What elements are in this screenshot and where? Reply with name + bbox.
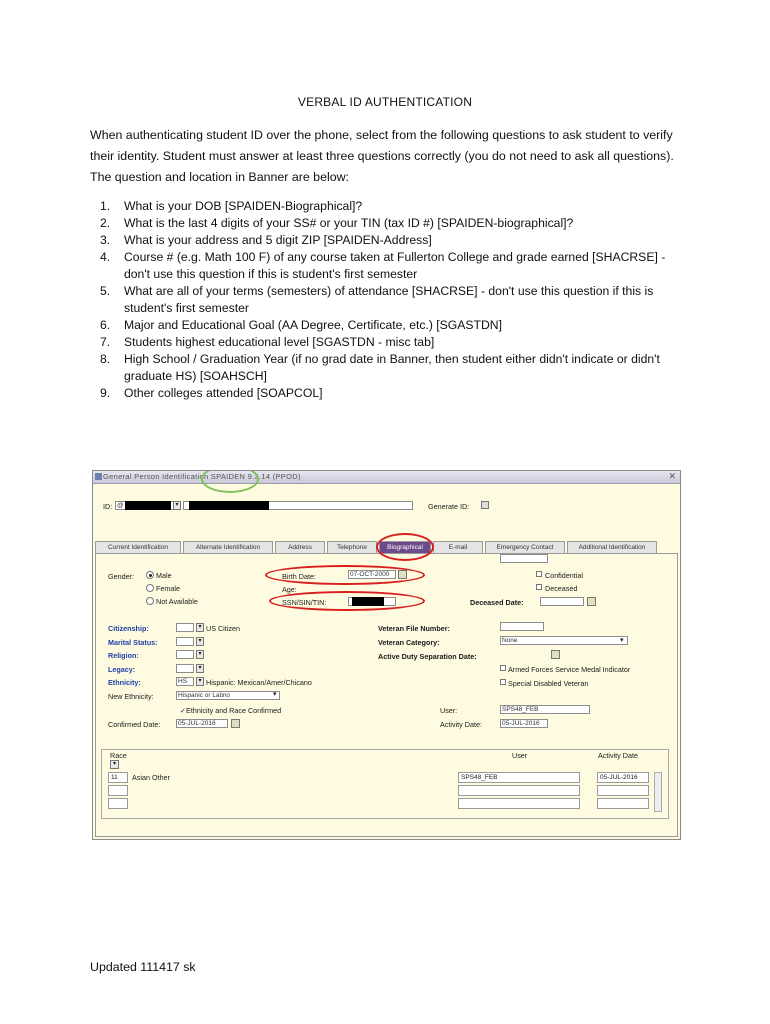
- highlight-birth-date: [265, 565, 425, 585]
- religion-dropdown-icon[interactable]: ▾: [196, 650, 204, 659]
- grid-activity-header: Activity Date: [598, 751, 638, 760]
- birth-date-label: Birth Date:: [282, 572, 316, 581]
- tab-alternate-identification[interactable]: Alternate Identification: [183, 541, 273, 553]
- question-number: 9.: [100, 386, 111, 400]
- race-code-cell[interactable]: [108, 798, 128, 809]
- question-number: 2.: [100, 216, 111, 230]
- close-icon[interactable]: ✕: [668, 471, 676, 481]
- race-date-cell: [597, 785, 649, 796]
- race-dropdown-icon[interactable]: ▾: [110, 760, 119, 769]
- gender-label: Gender:: [108, 572, 134, 581]
- active-duty-input[interactable]: [500, 554, 548, 563]
- window-titlebar: [93, 471, 680, 484]
- veteran-category-select[interactable]: [500, 636, 628, 645]
- question-text: High School / Graduation Year (if no grad date in Banner, then student either didn't indicate or didn't graduate HS) [SOAHSCH]: [124, 352, 660, 383]
- race-code-cell[interactable]: [108, 772, 128, 783]
- calendar-icon[interactable]: [551, 650, 560, 659]
- radio-icon: [146, 584, 154, 592]
- activity-date-value: 05-JUL-2016: [502, 720, 540, 727]
- user-label: User:: [440, 706, 458, 715]
- question-number: 4.: [100, 250, 111, 264]
- highlight-ssn: [269, 591, 425, 611]
- question-number: 3.: [100, 233, 111, 247]
- calendar-icon[interactable]: [231, 719, 240, 728]
- footer-note: Updated 111417 sk: [90, 960, 196, 974]
- veteran-file-label: Veteran File Number:: [378, 624, 450, 633]
- citizenship-dropdown-icon[interactable]: ▾: [196, 623, 204, 632]
- app-icon: [95, 473, 102, 480]
- ssn-label: SSN/SIN/TIN:: [282, 598, 327, 607]
- new-ethnicity-value: Hispanic or Latino: [178, 692, 231, 699]
- window-title: General Person Identification SPAIDEN 9.3.14 (PPOD): [103, 472, 301, 481]
- tab-telephone[interactable]: Telephone: [327, 541, 377, 553]
- gender-male[interactable]: [146, 571, 172, 580]
- race-user-cell: [458, 798, 580, 809]
- race-user-cell: [458, 772, 580, 783]
- legacy-dropdown-icon[interactable]: ▾: [196, 664, 204, 673]
- new-ethnicity-select[interactable]: [176, 691, 280, 700]
- ethnicity-code: HS: [178, 678, 188, 685]
- calendar-icon[interactable]: [587, 597, 596, 606]
- marital-status-input[interactable]: [176, 637, 194, 646]
- race-code: 11: [111, 774, 118, 781]
- banner-screenshot: [92, 470, 681, 840]
- ethnicity-desc: Hispanic: Mexican/Amer/Chicano: [206, 678, 312, 687]
- question-item: [100, 334, 680, 351]
- question-item: [100, 283, 680, 317]
- question-number: 5.: [100, 284, 111, 298]
- question-text: What is your address and 5 digit ZIP [SPAIDEN-Address]: [124, 233, 432, 247]
- race-date-cell: [597, 772, 649, 783]
- question-item: [100, 249, 680, 283]
- grid-user-header: User: [512, 751, 528, 760]
- citizenship-label: Citizenship:: [108, 624, 149, 633]
- question-item: [100, 198, 680, 215]
- ethnicity-input[interactable]: [176, 677, 194, 686]
- tab-address[interactable]: Address: [275, 541, 325, 553]
- tab-biographical[interactable]: Biographical: [379, 541, 431, 553]
- age-label: Age:: [282, 585, 297, 594]
- question-item: [100, 351, 680, 385]
- confidential-label: Confidential: [545, 571, 583, 580]
- activity-date-input[interactable]: [500, 719, 548, 728]
- race-header: Race: [110, 751, 127, 760]
- race-user: SPS48_FEB: [461, 774, 498, 781]
- race-date-cell: [597, 798, 649, 809]
- ethnicity-label: Ethnicity:: [108, 678, 141, 687]
- id-label: ID:: [103, 502, 113, 511]
- race-date: 05-JUL-2016: [600, 774, 638, 781]
- race-desc: Asian Other: [132, 773, 170, 782]
- race-grid: [101, 749, 669, 819]
- race-user-cell: [458, 785, 580, 796]
- question-text: Major and Educational Goal (AA Degree, Certificate, etc.) [SGASTDN]: [124, 318, 502, 332]
- question-text: What is your DOB [SPAIDEN-Biographical]?: [124, 199, 363, 213]
- new-ethnicity-label: New Ethnicity:: [108, 692, 154, 701]
- gender-male-label: Male: [156, 571, 172, 580]
- confidential-checkbox[interactable]: [536, 571, 542, 577]
- citizenship-input[interactable]: [176, 623, 194, 632]
- question-item: [100, 232, 680, 249]
- special-disabled-checkbox[interactable]: [500, 679, 506, 685]
- activity-date-label: Activity Date:: [440, 720, 482, 729]
- tab-current-identification[interactable]: Current Identification: [95, 541, 181, 553]
- active-duty-label: Active Duty Separation Date:: [378, 652, 477, 661]
- redacted-name: [189, 501, 269, 510]
- confirmed-date-value: 05-JUL-2016: [178, 720, 216, 727]
- marital-dropdown-icon[interactable]: ▾: [196, 637, 204, 646]
- armed-forces-checkbox[interactable]: [500, 665, 506, 671]
- intro-paragraph: When authenticating student ID over the phone, select from the following questions to ask student to verify their identity. Student must answer at least three questions correctly (you do not need to ask all questions). The question and location in Banner are below:: [90, 128, 674, 184]
- deceased-date-label: Deceased Date:: [470, 598, 524, 607]
- question-number: 1.: [100, 199, 111, 213]
- veteran-category-value: None: [502, 637, 518, 644]
- deceased-label: Deceased: [545, 584, 578, 593]
- confirmed-date-input[interactable]: [176, 719, 228, 728]
- question-item: [100, 215, 680, 232]
- birth-date-value: 07-OCT-2000: [350, 571, 390, 578]
- ethnicity-dropdown-icon[interactable]: ▾: [196, 677, 204, 686]
- marital-status-label: Marital Status:: [108, 638, 158, 647]
- armed-forces-label: Armed Forces Service Medal Indicator: [508, 665, 631, 674]
- question-item: [100, 385, 680, 402]
- eth-confirmed-label: Ethnicity and Race Confirmed: [186, 706, 282, 715]
- race-code-cell[interactable]: [108, 785, 128, 796]
- grid-scrollbar[interactable]: [654, 772, 662, 812]
- document-title: VERBAL ID AUTHENTICATION: [297, 95, 473, 109]
- user-value: SPS48_FEB: [502, 706, 539, 713]
- confirmed-date-label: Confirmed Date:: [108, 720, 161, 729]
- tab-email[interactable]: E-mail: [433, 541, 483, 553]
- generate-id-icon[interactable]: [481, 501, 489, 509]
- chevron-down-icon[interactable]: ▾: [620, 635, 624, 644]
- id-value: @: [117, 502, 124, 509]
- question-number: 8.: [100, 352, 111, 366]
- generate-id-label: Generate ID:: [428, 502, 470, 511]
- question-item: [100, 317, 680, 334]
- tab-emergency-contact[interactable]: Emergency Contact: [485, 541, 565, 553]
- legacy-input[interactable]: [176, 664, 194, 673]
- gender-female-label: Female: [156, 584, 180, 593]
- highlight-biographical-tab: [376, 533, 434, 561]
- deceased-checkbox[interactable]: [536, 584, 542, 590]
- religion-input[interactable]: [176, 650, 194, 659]
- question-text: Students highest educational level [SGASTDN - misc tab]: [124, 335, 435, 349]
- gender-na-label: Not Available: [156, 597, 198, 606]
- question-text: Course # (e.g. Math 100 F) of any course taken at Fullerton College and grade earned [SHACRSE] - don't use this question if this is student's first semester: [124, 250, 666, 281]
- question-number: 6.: [100, 318, 111, 332]
- question-number: 7.: [100, 335, 111, 349]
- chevron-down-icon[interactable]: ▾: [273, 691, 277, 698]
- question-text: What is the last 4 digits of your SS# or your TIN (tax ID #) [SPAIDEN-biographical]?: [124, 216, 574, 230]
- gender-female[interactable]: [146, 584, 180, 593]
- user-input[interactable]: [500, 705, 590, 714]
- special-disabled-label: Special Disabled Veteran: [508, 679, 589, 688]
- question-list: [100, 198, 680, 402]
- question-text: Other colleges attended [SOAPCOL]: [124, 386, 323, 400]
- redacted-id: [125, 501, 171, 510]
- id-search-button[interactable]: ▾: [173, 501, 181, 510]
- tab-additional-identification[interactable]: Additional Identification: [567, 541, 657, 553]
- eth-confirmed[interactable]: ✓Ethnicity and Race Confirmed: [180, 706, 282, 715]
- question-text: What are all of your terms (semesters) of attendance [SHACRSE] - don't use this question if this is student's first semester: [124, 284, 654, 315]
- veteran-category-label: Veteran Category:: [378, 638, 440, 647]
- religion-label: Religion:: [108, 651, 139, 660]
- gender-not-available[interactable]: [146, 597, 198, 606]
- citizenship-desc: US Citizen: [206, 624, 240, 633]
- radio-icon: [146, 571, 154, 579]
- radio-icon: [146, 597, 154, 605]
- key-block: [93, 484, 680, 536]
- legacy-label: Legacy:: [108, 665, 136, 674]
- veteran-file-input[interactable]: [500, 622, 544, 631]
- deceased-date-input[interactable]: [540, 597, 584, 606]
